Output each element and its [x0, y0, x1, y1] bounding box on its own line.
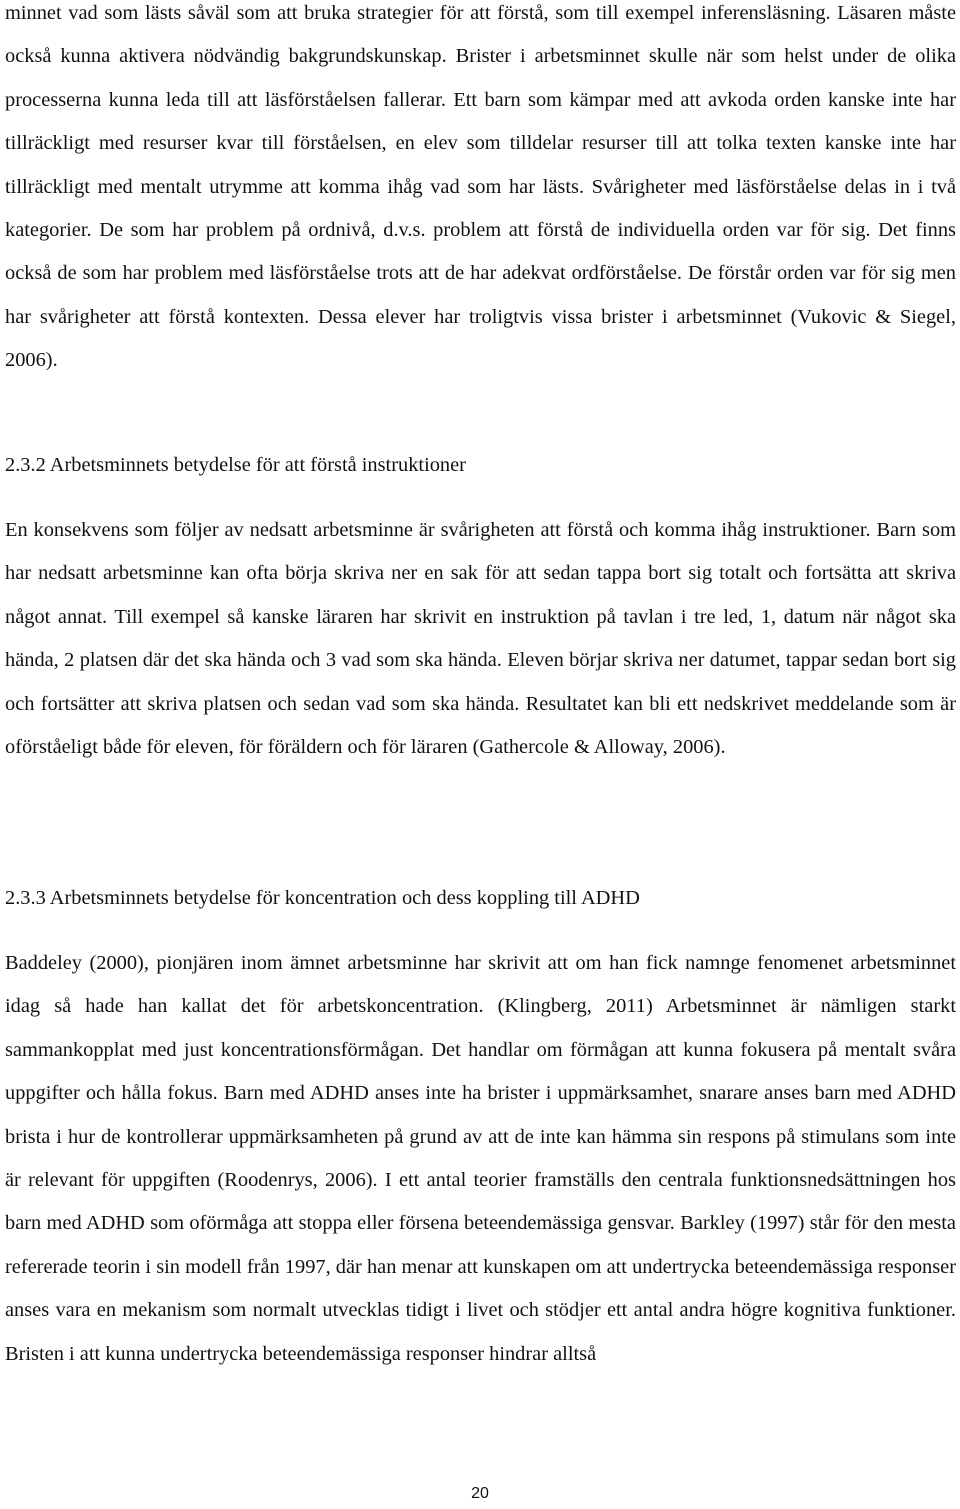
section-heading: 2.3.3 Arbetsminnets betydelse för koncentration och dess koppling till ADHD: [5, 887, 640, 909]
section-heading: 2.3.2 Arbetsminnets betydelse för att förstå instruktioner: [5, 454, 466, 476]
page-number: 20: [471, 1485, 489, 1502]
body-paragraph: Baddeley (2000), pionjären inom ämnet arbetsminne har skrivit att om han fick namnge fenomenet arbetsminnet idag så hade han kallat det för arbetskoncentration. (Klingberg, 2011) Arbetsminnet är nämligen starkt sammankopplat med just koncentrationsförmågan. Det handlar om förmågan att kunna fokusera på mentalt svåra uppgifter och hålla fokus. Barn med ADHD anses inte ha brister i uppmärksamhet, snarare anses barn med ADHD brista i hur de kontrollerar uppmärksamheten på grund av att de inte kan hämma sin respons på stimulans som inte är relevant för uppgiften (Roodenrys, 2006). I ett antal teorier framställs den centrala funktionsnedsättningen hos barn med ADHD som oförmåga att stoppa eller försena beteendemässiga gensvar. Barkley (1997) står för den mesta refererade teorin i sin modell från 1997, där han menar att kunskapen om att undertrycka beteendemässiga responser anses vara en mekanism som normalt utvecklas tidigt i livet och stödjer ett antal andra högre kognitiva funktioner. Bristen i att kunna undertrycka beteendemässiga responser hindrar alltså: [5, 952, 956, 1365]
body-paragraph: minnet vad som lästs såväl som att bruka strategier för att förstå, som till exempel inferensläsning. Läsaren måste också kunna aktivera nödvändig bakgrundskunskap. Brister i arbetsminnet skulle när som helst under de olika processerna kunna leda till att läsförståelsen fallerar. Ett barn som kämpar med att avkoda orden kanske inte har tillräckligt med resurser kvar till förståelsen, en elev som tilldelar resurser till att tolka texten kanske inte har tillräckligt med mentalt utrymme att komma ihåg vad som har lästs. Svårigheter med läsförståelse delas in i två kategorier. De som har problem på ordnivå, d.v.s. problem att förstå de individuella orden var för sig. Det finns också de som har problem med läsförståelse trots att de har adekvat ordförståelse. De förstår orden var för sig men har svårigheter att förstå kontexten. Dessa elever har troligtvis vissa brister i arbetsminnet (Vukovic & Siegel, 2006).: [5, 2, 956, 372]
body-paragraph: En konsekvens som följer av nedsatt arbetsminne är svårigheten att förstå och komma ihåg instruktioner. Barn som har nedsatt arbetsminne kan ofta börja skriva ner en sak för att sedan tappa bort sig totalt och fortsätta att skriva något annat. Till exempel så kanske läraren har skrivit en instruktion på tavlan i tre led, 1, datum när något ska hända, 2 platsen där det ska hända och 3 vad som ska hända. Eleven börjar skriva ner datumet, tappar sedan bort sig och fortsätter att skriva platsen och sedan vad som ska hända. Resultatet kan bli ett nedskrivet meddelande som är oförståeligt både för eleven, för föräldern och för läraren (Gathercole & Alloway, 2006).: [5, 519, 956, 759]
